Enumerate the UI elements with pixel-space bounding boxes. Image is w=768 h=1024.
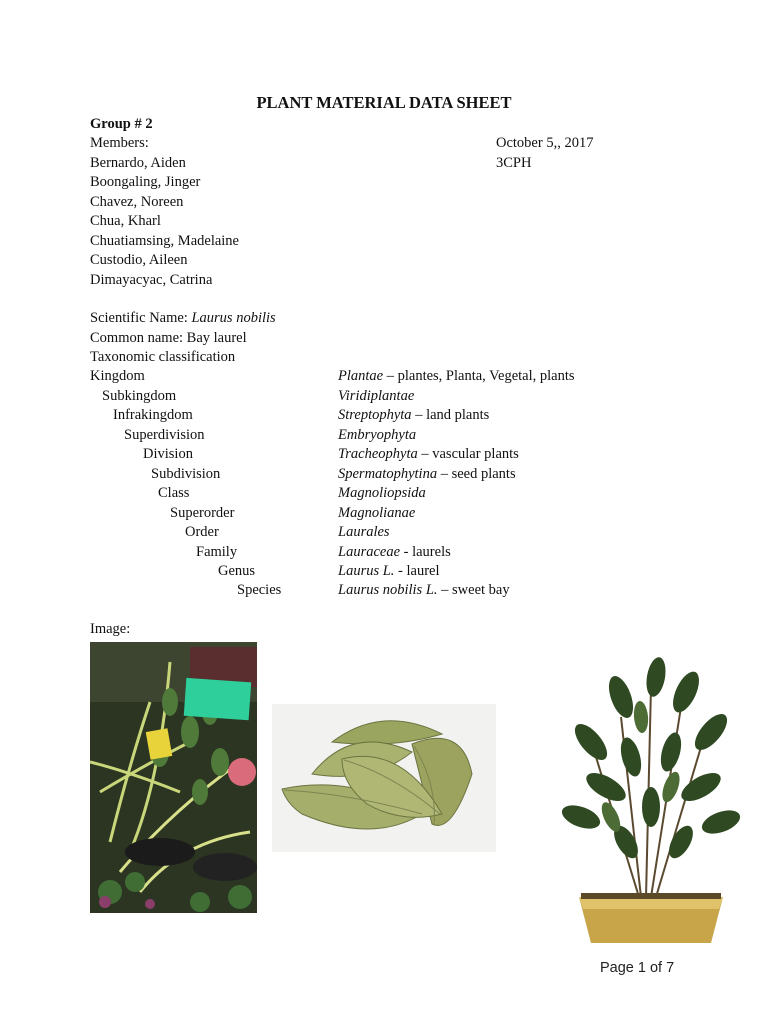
taxonomy-rank: Superdivision (124, 427, 205, 443)
date-text: October 5,, 2017 (496, 135, 594, 151)
taxon-desc: – seed plants (437, 466, 516, 482)
taxon-desc: – sweet bay (437, 582, 510, 598)
taxon-name: Lauraceae (338, 544, 401, 560)
taxonomy-value (338, 465, 516, 484)
taxon-desc: – plantes, Planta, Vegetal, plants (383, 368, 575, 384)
taxon-name: Magnoliopsida (338, 485, 426, 501)
potted-plants-photo (90, 642, 257, 913)
taxon-desc: - laurel (394, 563, 440, 579)
taxon-name: Plantae (338, 368, 384, 384)
section-text: 3CPH (496, 155, 532, 171)
member-item: Custodio, Aileen (90, 252, 188, 268)
scientific-name-label: Scientific Name: (90, 310, 192, 326)
taxonomy-value (338, 367, 575, 386)
taxonomy-value (338, 484, 426, 503)
taxonomy-rank: Genus (218, 563, 256, 579)
bay-laurel-pot-photo (551, 657, 749, 943)
taxonomy-rank: Subkingdom (102, 388, 177, 404)
taxonomy-rank: Division (143, 446, 193, 462)
page-number-footer: Page 1 of 7 (600, 960, 675, 976)
taxonomy-value (338, 445, 519, 464)
taxon-desc: - laurels (400, 544, 451, 560)
image-label: Image: (90, 621, 131, 637)
taxonomy-value (338, 387, 414, 406)
member-item: Bernardo, Aiden (90, 155, 186, 171)
taxonomy-value (338, 543, 451, 562)
taxon-name: Laurus L. (338, 563, 395, 579)
member-item: Dimayacyac, Catrina (90, 272, 213, 288)
taxon-name: Streptophyta (338, 407, 412, 423)
taxonomy-rank: Class (158, 485, 190, 501)
taxonomy-value (338, 504, 415, 523)
taxonomy-rank: Superorder (170, 505, 235, 521)
common-name: Common name: Bay laurel (90, 330, 247, 346)
taxonomy-value (338, 562, 440, 581)
dried-bay-leaves-photo (272, 704, 496, 852)
taxonomy-value (338, 523, 390, 542)
taxon-desc: – land plants (411, 407, 490, 423)
taxon-name: Laurales (338, 524, 390, 540)
members-label: Members: (90, 135, 149, 151)
scientific-name-line (90, 309, 276, 328)
group-label: Group # 2 (90, 116, 153, 132)
member-item: Chuatiamsing, Madelaine (90, 233, 239, 249)
taxon-name: Viridiplantae (338, 388, 415, 404)
taxonomy-rank: Order (185, 524, 219, 540)
taxon-name: Laurus nobilis L. (338, 582, 438, 598)
scientific-name-value: Laurus nobilis (191, 310, 276, 326)
member-item: Chavez, Noreen (90, 194, 184, 210)
member-item: Boongaling, Jinger (90, 174, 201, 190)
taxon-name: Magnolianae (338, 505, 416, 521)
taxon-desc: – vascular plants (417, 446, 519, 462)
taxonomy-rank: Family (196, 544, 238, 560)
taxon-name: Embryophyta (338, 427, 417, 443)
taxonomy-value (338, 581, 510, 600)
taxonomy-rank: Subdivision (151, 466, 221, 482)
taxonomy-value (338, 406, 489, 425)
taxon-name: Tracheophyta (338, 446, 418, 462)
taxonomy-rank: Infrakingdom (113, 407, 193, 423)
taxon-name: Spermatophytina (338, 466, 438, 482)
taxonomy-rank: Species (237, 582, 282, 598)
taxonomy-rank: Kingdom (90, 368, 145, 384)
taxonomy-heading: Taxonomic classification (90, 349, 236, 365)
page-title: PLANT MATERIAL DATA SHEET (256, 93, 512, 112)
taxonomy-value (338, 426, 416, 445)
member-item: Chua, Kharl (90, 213, 161, 229)
